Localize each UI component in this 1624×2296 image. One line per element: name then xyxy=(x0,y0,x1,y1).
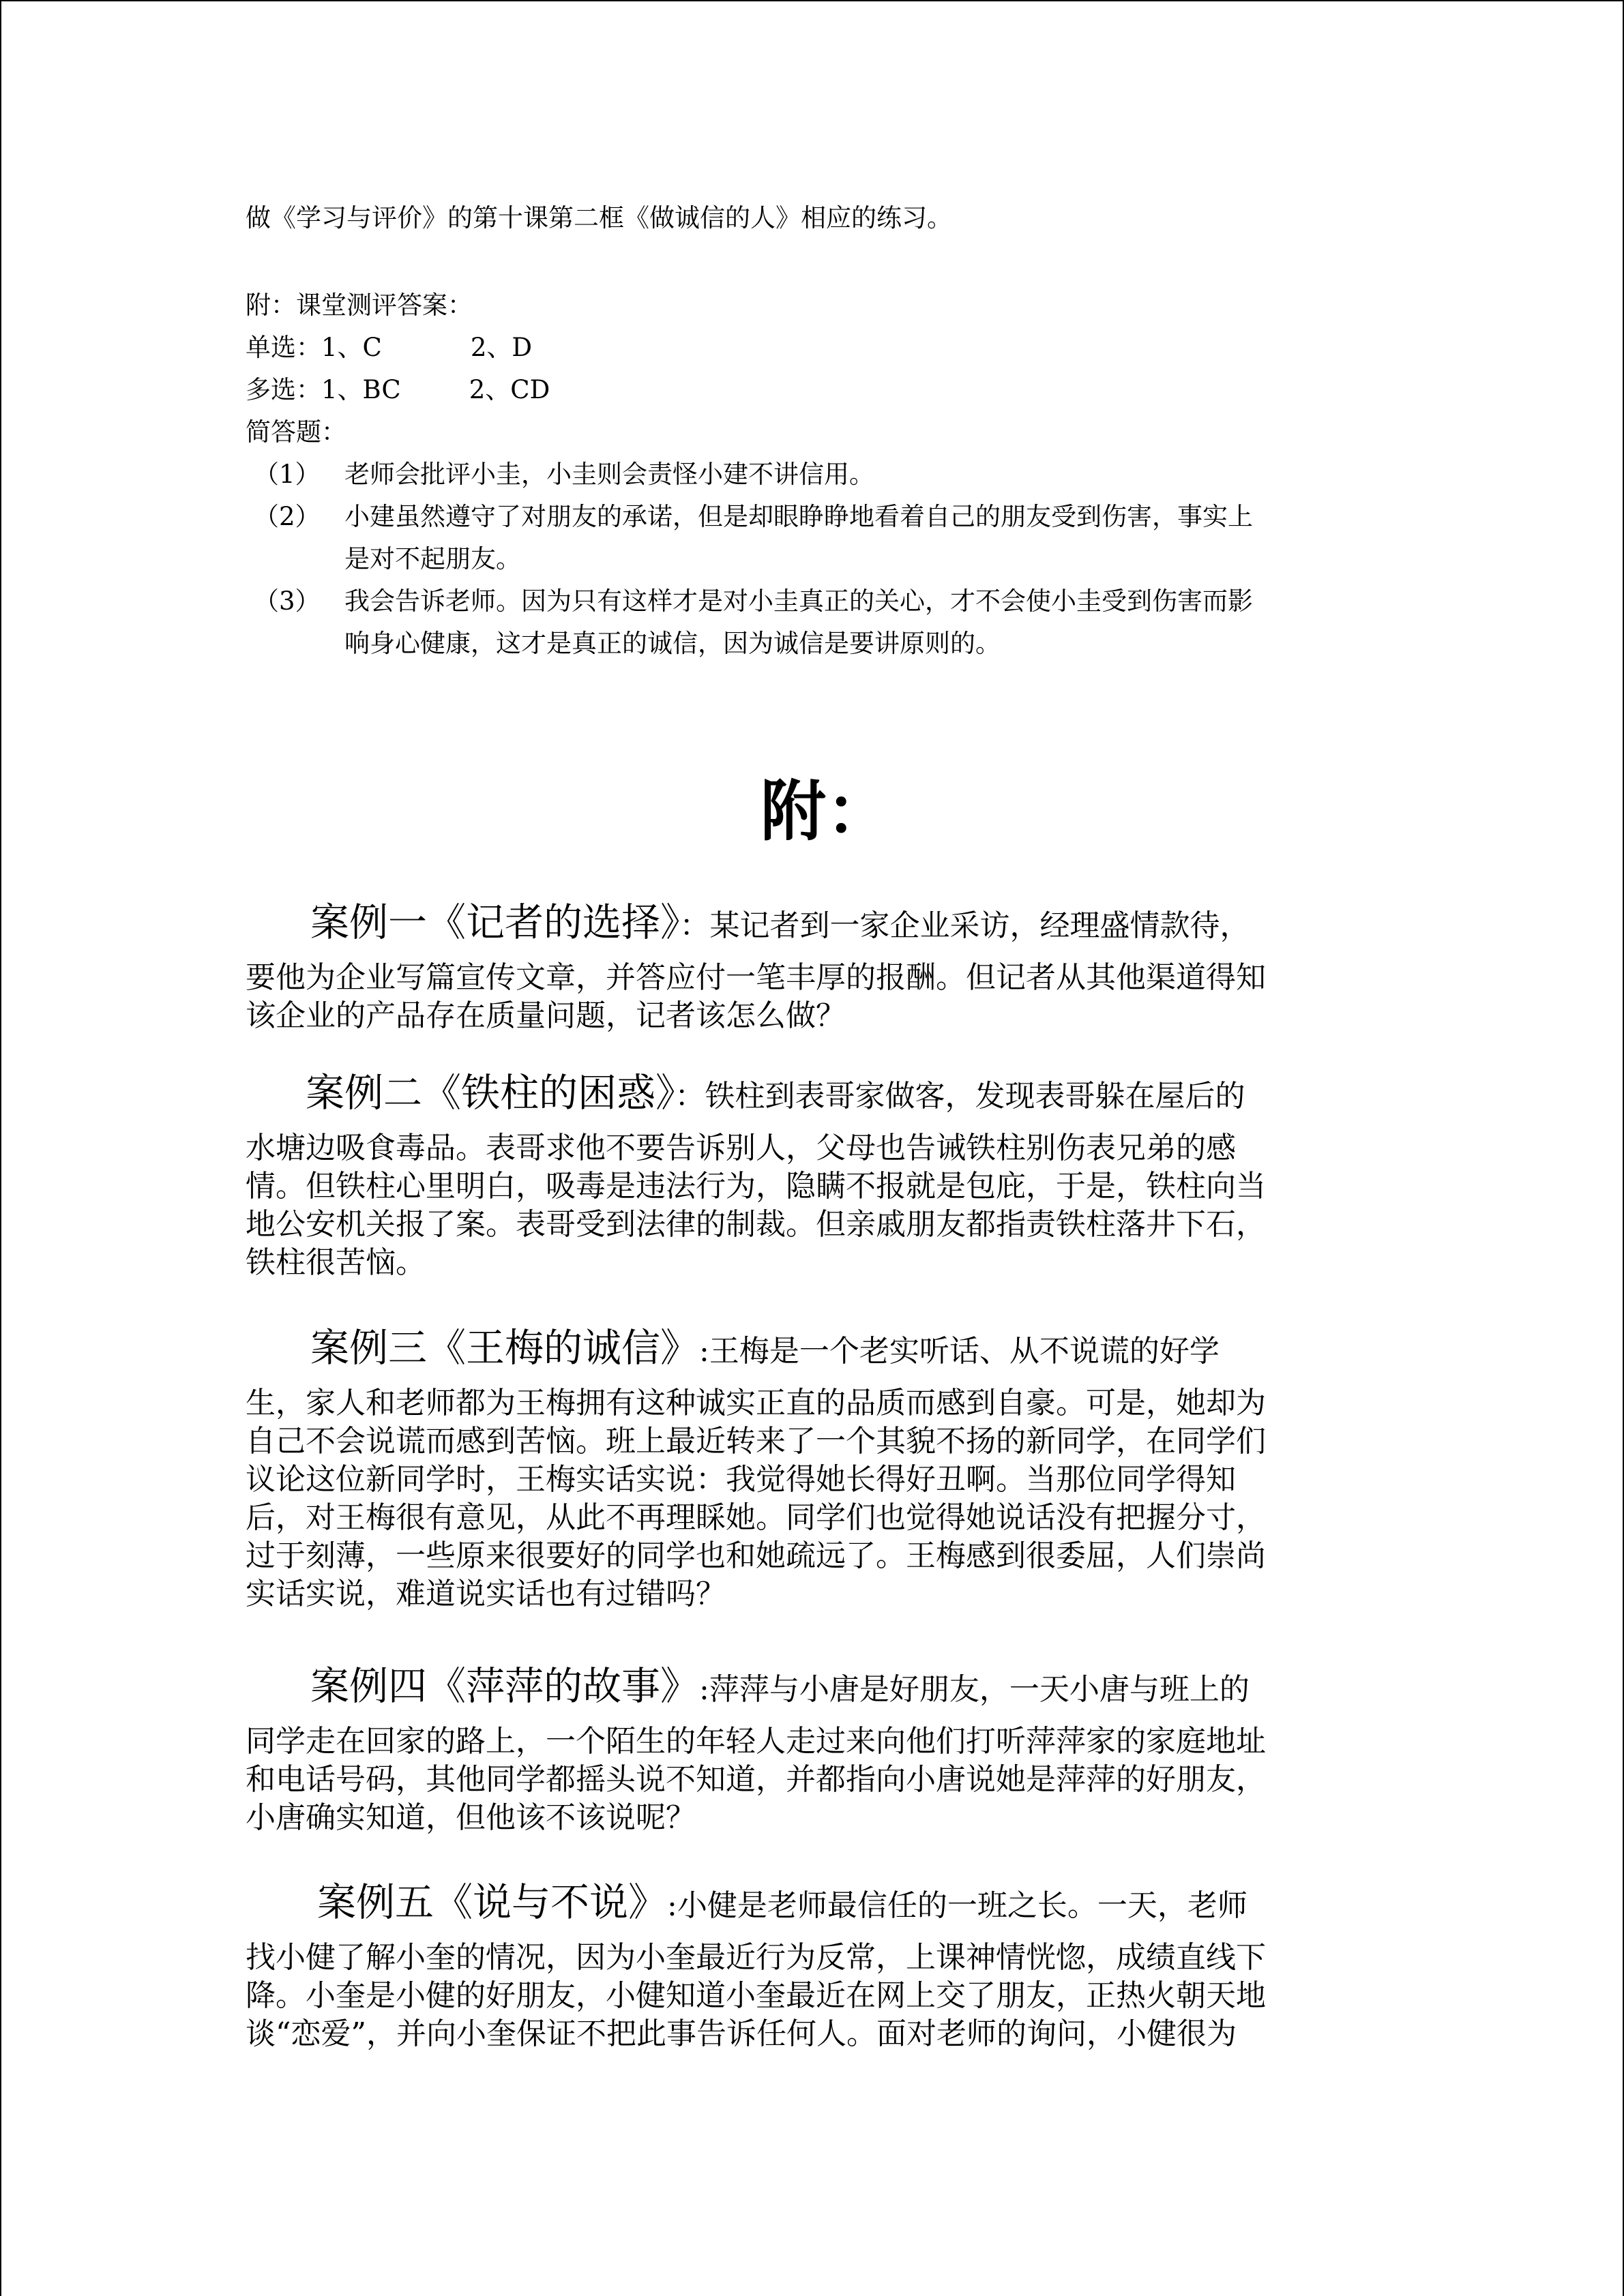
item-text: 我会告诉老师。因为只有这样才是对小圭真正的关心，才不会使小圭受到伤害而影 xyxy=(344,586,1253,616)
homework-text: 做《学习与评价》的第十课第二框《做诚信的人》相应的练习。 xyxy=(246,203,952,233)
short-answer-heading: 简答题： xyxy=(246,417,346,447)
case-line: 实话实说，难道说实话也有过错吗？ xyxy=(246,1577,726,1611)
case-two xyxy=(246,1066,1364,1282)
case-intro: :萍萍与小唐是好朋友，一天小唐与班上的 xyxy=(699,1672,1250,1707)
item-number: （3） xyxy=(254,586,321,616)
case-line: 情。但铁柱心里明白，吸毒是违法行为，隐瞒不报就是包庇，于是，铁柱向当 xyxy=(246,1169,1266,1204)
case-line: 议论这位新同学时，王梅实话实说：我觉得她长得好丑啊。当那位同学得知 xyxy=(246,1462,1236,1497)
case-line: 找小健了解小奎的情况，因为小奎最近行为反常，上课神情恍惚，成绩直线下 xyxy=(246,1940,1266,1975)
page-left-border xyxy=(0,0,1,2296)
item-number: （1） xyxy=(254,460,321,489)
case-title: 案例三《王梅的诚信》 xyxy=(310,1326,699,1371)
case-title: 案例二《铁柱的困惑》 xyxy=(306,1071,675,1116)
short-answer-item xyxy=(246,496,1253,538)
case-first-line xyxy=(246,1066,1364,1124)
multiple-choice-first: 多选：1、BC xyxy=(246,375,401,404)
single-choice-first: 单选：1、C xyxy=(246,333,382,362)
answer-key xyxy=(246,284,1253,665)
item-number: （2） xyxy=(254,502,321,531)
appendix-title: 附： xyxy=(761,773,891,850)
case-line: 后，对王梅很有意见，从此不再理睬她。同学们也觉得她说话没有把握分寸， xyxy=(246,1500,1266,1535)
answer-heading: 附：课堂测评答案： xyxy=(246,290,473,320)
short-answer-item xyxy=(246,453,874,496)
case-line: 谈“恋爱”，并向小奎保证不把此事告诉任何人。面对老师的询问，小健很为 xyxy=(246,2016,1237,2051)
case-line: 自己不会说谎而感到苦恼。班上最近转来了一个其貌不扬的新同学，在同学们 xyxy=(246,1424,1266,1459)
case-line: 该企业的产品存在质量问题，记者该怎么做？ xyxy=(246,998,846,1033)
case-first-line xyxy=(246,1321,1364,1379)
item-text: 老师会批评小圭，小圭则会责怪小建不讲信用。 xyxy=(344,460,874,489)
case-line: 地公安机关报了案。表哥受到法律的制裁。但亲戚朋友都指责铁柱落井下石， xyxy=(246,1207,1266,1242)
case-line: 降。小奎是小健的好朋友，小健知道小奎最近在网上交了朋友，正热火朝天地 xyxy=(246,1978,1266,2013)
case-line: 生，家人和老师都为王梅拥有这种诚实正直的品质而感到自豪。可是，她却为 xyxy=(246,1386,1266,1420)
single-choice-second: 2、D xyxy=(470,333,533,362)
short-answer-item-continued xyxy=(246,623,1001,665)
case-four xyxy=(246,1659,1364,1837)
case-line: 小唐确实知道，但他该不该说呢？ xyxy=(246,1800,696,1835)
case-one xyxy=(246,895,1364,1035)
case-line: 过于刻薄，一些原来很要好的同学也和她疏远了。王梅感到很委屈，人们崇尚 xyxy=(246,1538,1266,1573)
short-answer-item-continued xyxy=(246,538,550,580)
case-first-line xyxy=(246,1875,1364,1933)
case-intro: ：某记者到一家企业采访，经理盛情款待， xyxy=(679,908,1250,943)
item-text: 是对不起朋友。 xyxy=(344,544,521,573)
case-line: 和电话号码，其他同学都摇头说不知道，并都指向小唐说她是萍萍的好朋友， xyxy=(246,1762,1266,1797)
case-title: 案例一《记者的选择》 xyxy=(310,900,680,945)
case-line: 水塘边吸食毒品。表哥求他不要告诉别人，父母也告诫铁柱别伤表兄弟的感 xyxy=(246,1131,1236,1165)
case-first-line xyxy=(246,1659,1364,1717)
single-choice-answers xyxy=(246,327,550,369)
case-line: 要他为企业写篇宣传文章，并答应付一笔丰厚的报酬。但记者从其他渠道得知 xyxy=(246,960,1266,995)
case-line: 同学走在回家的路上，一个陌生的年轻人走过来向他们打听萍萍家的家庭地址 xyxy=(246,1724,1266,1759)
case-intro: :小健是老师最信任的一班之长。一天，老师 xyxy=(667,1888,1247,1923)
page-top-border xyxy=(0,0,1624,1)
multiple-choice-answers xyxy=(246,369,550,411)
item-text: 响身心健康，这才是真正的诚信，因为诚信是要讲原则的。 xyxy=(344,629,1001,658)
case-title: 案例五《说与不说》 xyxy=(317,1880,667,1925)
case-three xyxy=(246,1321,1364,1613)
multiple-choice-second: 2、CD xyxy=(469,375,550,404)
case-title: 案例四《萍萍的故事》 xyxy=(310,1664,699,1709)
short-answer-item xyxy=(246,580,1253,623)
case-intro: :王梅是一个老实听话、从不说谎的好学 xyxy=(699,1334,1220,1369)
case-first-line xyxy=(246,895,1364,953)
case-five xyxy=(246,1875,1364,2053)
case-line: 铁柱很苦恼。 xyxy=(246,1245,426,1280)
item-text: 小建虽然遵守了对朋友的承诺，但是却眼睁睁地看着自己的朋友受到伤害，事实上 xyxy=(344,502,1253,531)
case-intro: ：铁柱到表哥家做客，发现表哥躲在屋后的 xyxy=(675,1079,1245,1114)
